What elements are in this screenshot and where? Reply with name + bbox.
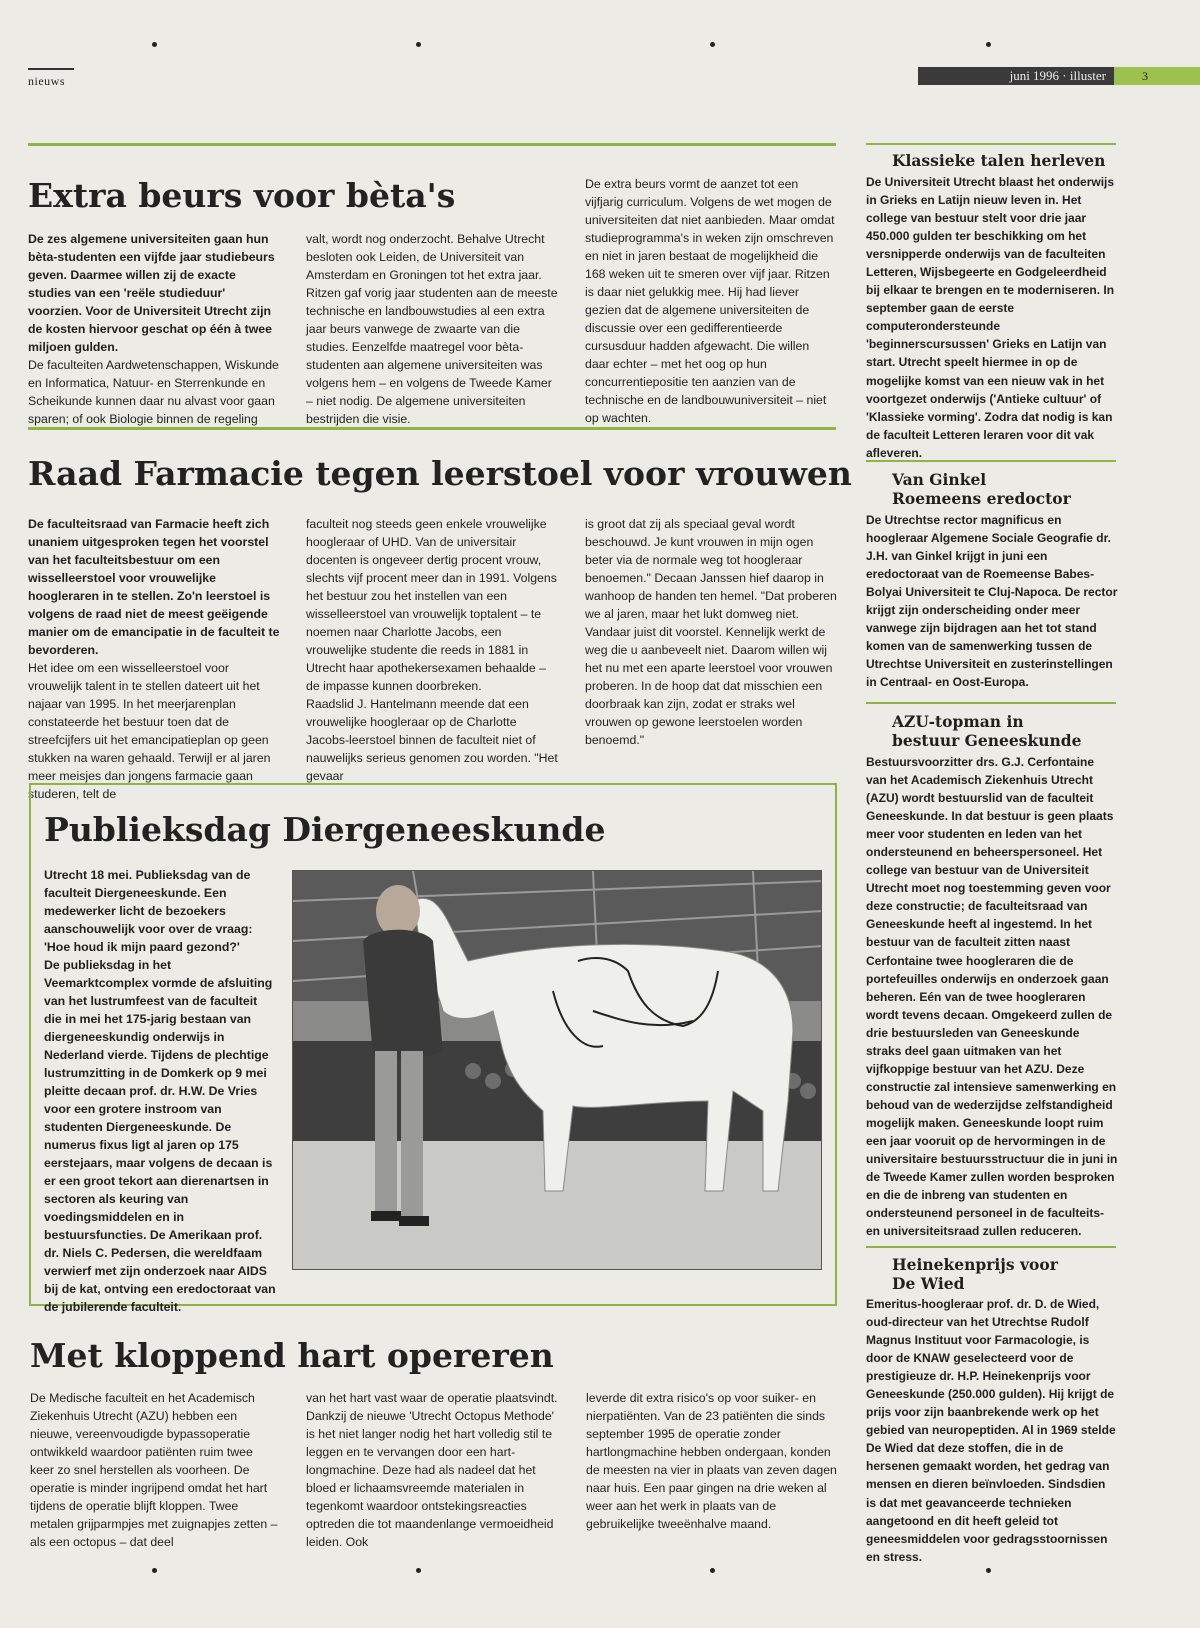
sidebar-rule (866, 702, 1116, 704)
hart-col2: van het hart vast waar de operatie plaatsvindt. Dankzij de nieuwe 'Utrecht Octopus Methode' is het niet langer nodig het hart volledig stil te leggen en te vervangen door een hart-longmachine. Deze had als nadeel dat het bloed er lichaamsvreemde materialen in tegenkomt waardoor ontstekingsreacties optreden die tot maandenlange vermoeidheid leiden. Ook (306, 1391, 558, 1549)
horse-illustration (293, 871, 822, 1270)
headline-publieksdag: Publieksdag Diergeneeskunde (44, 810, 606, 849)
page-number: 3 (1114, 67, 1200, 85)
beta-col2: valt, wordt nog onderzocht. Behalve Utrecht besloten ook Leiden, de Universiteit van Amsterdam en Groningen tot het extra jaar. Ritzen gaf vorig jaar studenten aan de meeste technische en landbouwstudies al een extra jaar beurs vanwege de zwaarte van die studies. Eenzelfde maatregel voor bèta-studenten aan algemene universiteiten was volgens hem – en volgens de Tweede Kamer – niet nodig. De algemene universiteiten bestrijden die visie. (306, 232, 558, 426)
punch-dot (416, 1568, 421, 1573)
farmacie-col1 (28, 515, 280, 803)
farmacie-body: Het idee om een wisselleerstoel voor vrouwelijk talent in te stellen dateert uit het najaar van 1995. In het meerjarenplan constateerde het bestuur toen dat de streefcijfers uit het emancipatieplan op geen stukken na waren gehaald. Terwijl er al jaren meer meisjes dan jongens farmacie gaan studeren, telt de (28, 661, 271, 801)
sidebar-title-heineken-line2: De Wied (892, 1274, 965, 1293)
sidebar-title-azu-line2: bestuur Geneeskunde (892, 731, 1082, 750)
sidebar-title-ginkel-line2: Roemeens eredoctor (892, 489, 1071, 508)
punch-dot (710, 1568, 715, 1573)
sidebar-title-ginkel-line1: Van Ginkel (892, 470, 987, 489)
publieksdag-body: De publieksdag in het Veemarktcomplex vormde de afsluiting van het lustrumfeest van de faculteit die in mei het 175-jarig bestaan van diergeneeskundig onderwijs in Nederland vierde. Tijdens de plechtige lustrumzitting in de Domkerk op 9 mei pleitte decaan prof. dr. H.W. De Vries voor een grotere instroom van studenten Diergeneeskunde. De numerus fixus ligt al jaren op 175 eerstejaars, maar volgens de decaan is er een groot tekort aan dierenartsen in sectoren als keuring van voedingsmiddelen en in bestuursfuncties. De Amerikaan prof. dr. Niels C. Pedersen, die wereldfaam verwierf met zijn onderzoek naar AIDS bij de kat, ontving een eredoctoraat van de jubilerende faculteit. (44, 958, 276, 1314)
sidebar-title-heineken (892, 1255, 1058, 1293)
headline-farmacie: Raad Farmacie tegen leerstoel voor vrouwen (28, 454, 852, 493)
sidebar-title-heineken-line1: Heinekenprijs voor (892, 1255, 1058, 1274)
headline-hart: Met kloppend hart opereren (30, 1336, 554, 1375)
hart-col3: leverde dit extra risico's op voor suiker- en nierpatiënten. Van de 23 patiënten die sinds september 1995 de operatie zonder hartlongmachine hebben ondergaan, konden de meesten na vier in plaats van zeven dagen naar huis. Een paar gingen na drie weken al weer aan het werk in plaats van de gebruikelijke tweeënhalve maand. (586, 1391, 837, 1531)
farmacie-col2a: faculteit nog steeds geen enkele vrouwelijke hoogleraar of UHD. Van de universitair docenten is ongeveer dertig procent vrouw, slechts vijf procent meer dan in 1991. Volgens het bestuur zou het instellen van een wisselleerstoel van vrouwelijk toptalent – te noemen naar Charlotte Jacobs, een vrouwelijke studente die reeds in 1881 in Utrecht haar apothekersexamen behaalde – de impasse kunnen doorbreken. (306, 517, 557, 693)
sidebar-rule (866, 143, 1116, 145)
sidebar-title-ginkel (892, 470, 1071, 508)
sidebar-text-klassiek: De Universiteit Utrecht blaast het onderwijs in Grieks en Latijn nieuw leven in. Het college van bestuur stelt voor drie jaar 450.000 gulden ter beschikking om het versnipperde onderwijs van de faculteiten Letteren, Wijsbegeerte en Godgeleerdheid bij elkaar te brengen en te moderniseren. In september gaan de eerste computerondersteunde 'beginnerscursussen' Grieks en Latijn van start. Utrecht speelt hiermee in op de mogelijke komst van een nieuw vak in het voortgezet onderwijs ('Antieke cultuur' of 'Klassieke vorming'. Zodra dat nodig is kan de faculteit Letteren leraren voor dit vak afleveren. (866, 175, 1115, 460)
sidebar-rule (866, 460, 1116, 462)
rule (28, 427, 836, 430)
punch-dot (986, 1568, 991, 1573)
sidebar-title-azu (892, 712, 1081, 750)
punch-dot (986, 42, 991, 47)
publieksdag-caption: Utrecht 18 mei. Publieksdag van de faculteit Diergeneeskunde. Een medewerker licht de bezoekers aanschouwelijk voor over de vraag: 'Hoe houd ik mijn paard gezond?' (44, 868, 253, 954)
punch-dot (152, 1568, 157, 1573)
sidebar-text-azu: Bestuursvoorzitter drs. G.J. Cerfontaine van het Academisch Ziekenhuis Utrecht (AZU) wordt bestuurslid van de faculteit Geneeskunde. In dat bestuur is geen plaats meer voor studenten en leden van het ondersteunend en beheerspersoneel. Het college van bestuur van de Universiteit Utrecht moet nog toestemming geven voor deze constructie; de faculteitsraad van Geneeskunde heeft al ingestemd. In het bestuur van de faculteit zitten naast Cerfontaine twee hoogleraren die de portefeuilles onderwijs en onderzoek gaan beheren. Eén van de twee hoogleraren wordt tevens decaan. Omgekeerd zullen de drie bestuursleden van Geneeskunde straks deel gaan uitmaken van het vijfkoppige bestuur van het AZU. Deze constructie zal intensieve samenwerking en behoud van de wederzijdse zelfstandigheid mogelijk maken. Geneeskunde loopt ruim een jaar vooruit op de hervormingen in de universitaire bestuursstructuur die in juni in de Tweede Kamer zullen worden besproken en die de inbreng van studenten en ondersteunend personeel in de faculteits- en universiteitsraad zullen reduceren. (866, 755, 1118, 1239)
punch-dot (416, 42, 421, 47)
farmacie-col2 (306, 515, 558, 785)
horse-photo (292, 870, 822, 1270)
publieksdag-text (44, 866, 276, 1316)
section-label: nieuws (28, 74, 65, 88)
beta-col3: De extra beurs vormt de aanzet tot een vijfjarig curriculum. Volgens de wet mogen de universiteiten dat niet aanbieden. Maar omdat studieprogramma's in weken zijn omschreven en niet in jaren bestaat de mogelijkheid die 168 weken uit te smeren over vijf jaar. Ritzen is daar niet gelukkig mee. Hij had liever gezien dat de algemene universiteiten de discussie over een gedifferentieerde cursusduur hadden afgewacht. Die willen daar echter – met het oog op hun concurrentiepositie ten aanzien van de technische en de landbouwuniversiteit – niet op wachten. (585, 177, 835, 425)
farmacie-lead: De faculteitsraad van Farmacie heeft zich unaniem uitgesproken tegen het voorstel van het faculteitsbestuur om een wisselleerstoel voor vrouwelijke hoogleraren in te stellen. Zo'n leerstoel is volgens de raad niet de meest geëigende manier om de emancipatie in de faculteit te bevorderen. (28, 517, 280, 657)
sidebar-rule (866, 1246, 1116, 1248)
punch-dot (152, 42, 157, 47)
beta-body: De faculteiten Aardwetenschappen, Wiskunde en Informatica, Natuur- en Sterrenkunde en Scheikunde kunnen daar nu alvast voor gaan sparen; of ook Biologie binnen de regeling (28, 358, 279, 426)
issue-bar: juni 1996 · illuster (918, 67, 1114, 85)
farmacie-col3: is groot dat zij als speciaal geval wordt beschouwd. Je kunt vrouwen in mijn ogen beter via de normale weg tot hoogleraar benoemen." Decaan Janssen hief daarop in wanhoop de handen ten hemel. "Dat proberen we al jaren, maar het lukt domweg niet. Vandaar juist dit voorstel. Kennelijk werkt de weg die u aanbeveelt niet. Daarom willen wij het nu met een aparte leerstoel voor vrouwen proberen. In de hoop dat dat misschien een doorbraak kan zijn, zodat er straks wel vrouwen op gewone leerstoelen worden benoemd." (585, 517, 837, 747)
rule-top (28, 143, 836, 146)
sidebar-text-ginkel: De Utrechtse rector magnificus en hoogleraar Algemene Sociale Geografie dr. J.H. van Ginkel krijgt in juni een eredoctoraat van de Roemeense Babes-Bolyai Universiteit te Cluj-Napoca. De rector krijgt zijn onderscheiding onder meer vanwege zijn bijdragen aan het tot stand komen van de samenwerking tussen de Utrechtse Universiteit en zusterinstellingen in Centraal- en Oost-Europa. (866, 513, 1118, 690)
beta-col1 (28, 230, 280, 428)
headline-beta: Extra beurs voor bèta's (28, 176, 456, 215)
sidebar-title-klassiek: Klassieke talen herleven (892, 151, 1106, 170)
sidebar-text-heineken: Emeritus-hoogleraar prof. dr. D. de Wied, oud-directeur van het Utrechtse Rudolf Magnus Instituut voor Farmacologie, is door de KNAW geselecteerd voor de prestigieuze dr. H.P. Heinekenprijs voor Geneeskunde (250.000 gulden). Hij krijgt de prijs voor zijn baanbrekende werk op het gebied van neuropeptiden. Al in 1969 stelde De Wied dat deze stoffen, die in de hersenen gemaakt worden, het gedrag van mensen en dieren beïnvloeden. Sindsdien is dat met geavanceerde technieken aangetoond en dit heeft geleid tot geneesmiddelen voor gedragsstoornissen en stress. (866, 1297, 1116, 1564)
hart-col1: De Medische faculteit en het Academisch Ziekenhuis Utrecht (AZU) hebben een nieuwe, vereenvoudigde bypassoperatie ontwikkeld waardoor patiënten ruim twee keer zo snel herstellen als voorheen. De operatie is minder ingrijpend omdat het hart tijdens de operatie blijft kloppen. Twee metalen grijparmpjes met zuignapjes zetten – als een octopus – dat deel (30, 1391, 278, 1549)
farmacie-col2b: Raadslid J. Hantelmann meende dat een vrouwelijke hoogleraar op de Charlotte Jacobs-leerstoel binnen de faculteit niet of nauwelijks serieus genomen zou worden. "Het gevaar (306, 697, 558, 783)
beta-lead: De zes algemene universiteiten gaan hun bèta-studenten een vijfde jaar studiebeurs geven. Daarmee willen zij de exacte studies van een 'reële studieduur' voorzien. Voor de Universiteit Utrecht zijn de kosten hiervoor geschat op één à twee miljoen gulden. (28, 232, 275, 354)
sidebar-title-azu-line1: AZU-topman in (892, 712, 1024, 731)
punch-dot (710, 42, 715, 47)
